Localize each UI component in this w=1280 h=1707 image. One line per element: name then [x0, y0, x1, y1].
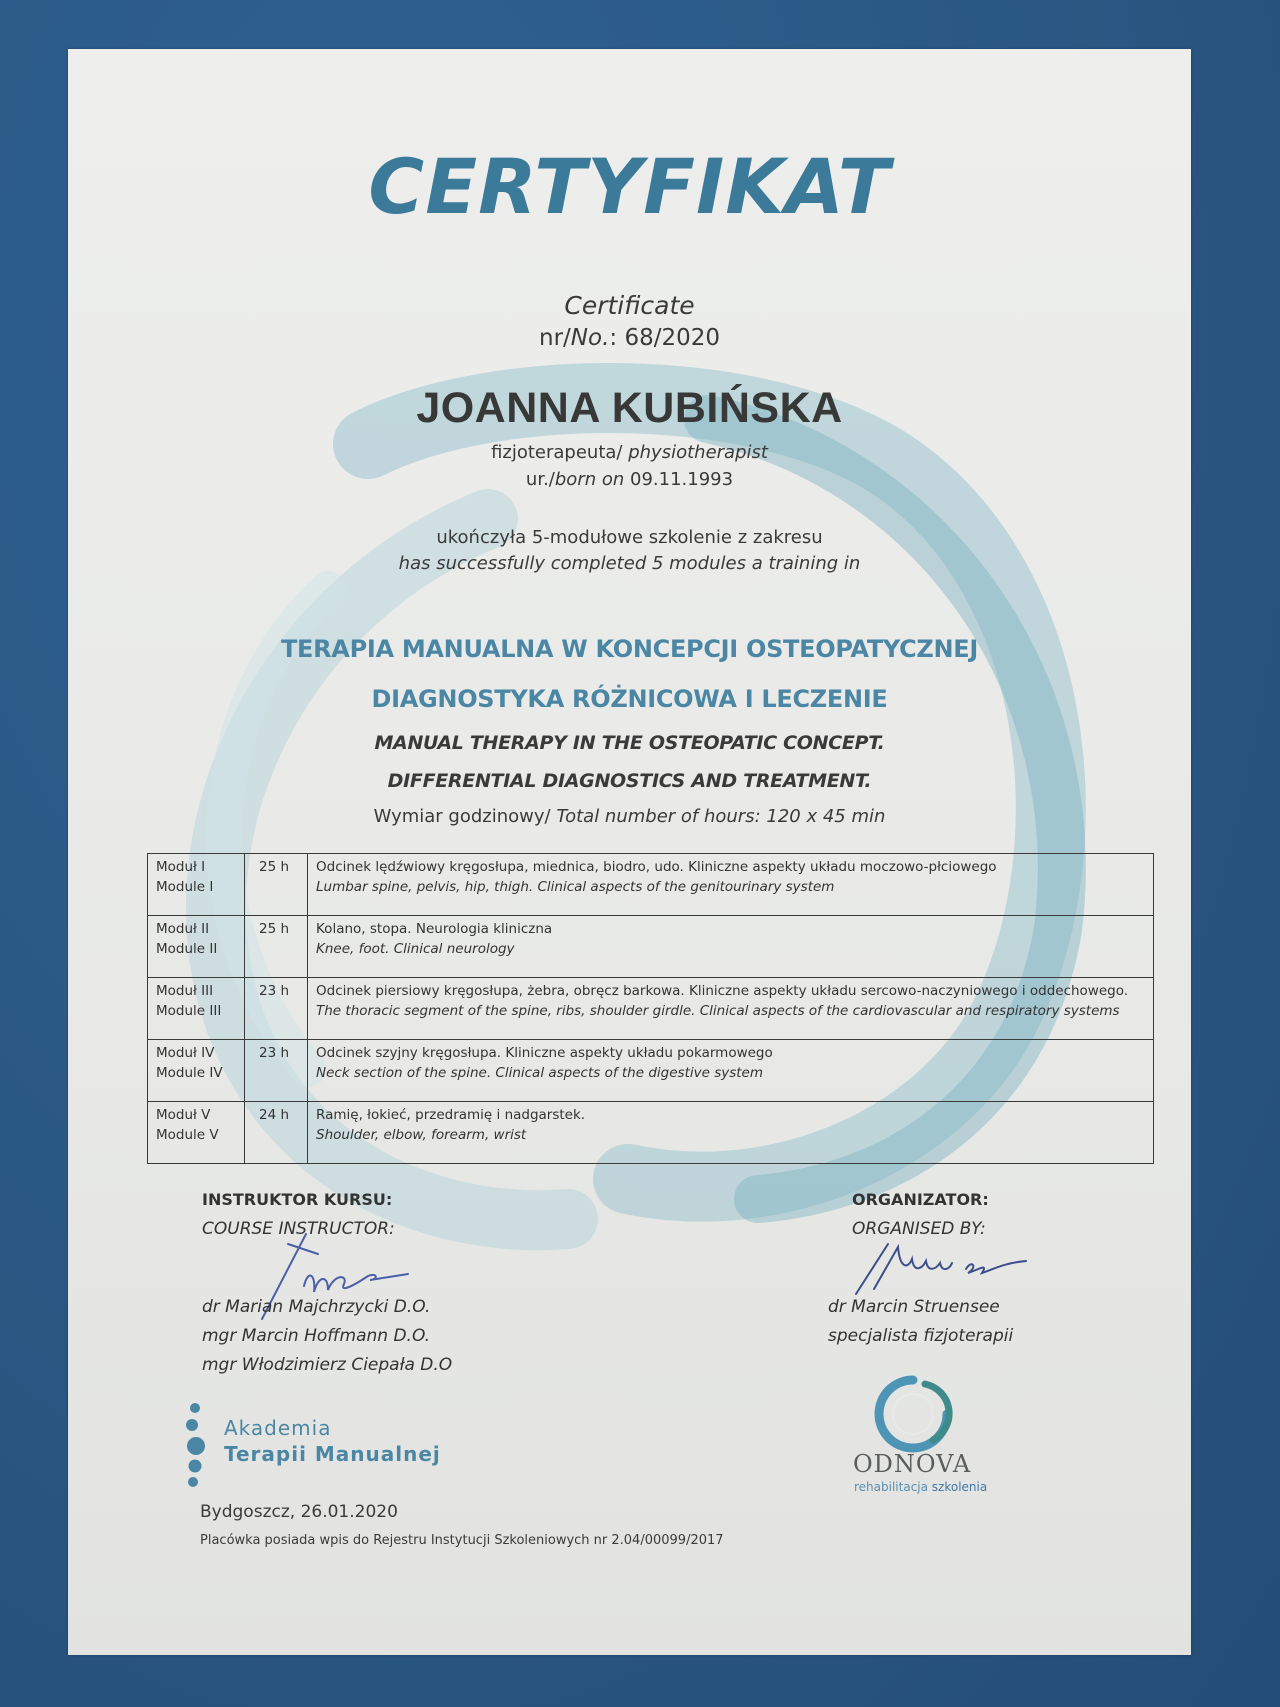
module-label — [148, 916, 245, 978]
number-label-en: No. — [570, 325, 610, 351]
born-label-en: born on — [554, 469, 630, 490]
module-row — [148, 916, 1154, 978]
course-title-pl-line1: TERAPIA MANUALNA W KONCEPCJI OSTEOPATYCZNEJ — [280, 635, 979, 663]
module-description-en: Knee, foot. Clinical neurology — [316, 941, 515, 957]
module-hours: 25 h — [245, 916, 308, 978]
module-description-pl: Odcinek szyjny kręgosłupa. Kliniczne aspekty układu pokarmowego — [316, 1045, 773, 1061]
module-label-pl: Moduł I — [156, 859, 206, 875]
instructor-name-3: mgr Włodzimierz Ciepała D.O — [202, 1355, 453, 1375]
module-description-en: Neck section of the spine. Clinical aspects of the digestive system — [316, 1065, 764, 1081]
place-and-date: Bydgoszcz, 26.01.2020 — [200, 1502, 398, 1522]
instructor-label-en: COURSE INSTRUCTOR: — [202, 1219, 395, 1239]
module-row — [148, 978, 1154, 1040]
module-description-pl: Ramię, łokieć, przedramię i nadgarstek. — [316, 1107, 586, 1123]
module-description-pl: Odcinek lędźwiowy kręgosłupa, miednica, biodro, udo. Kliniczne aspekty układu moczowo-płciowego — [316, 859, 997, 875]
module-label-en: Module I — [156, 879, 214, 895]
hours-label-en: Total number of hours: 120 x 45 min — [556, 806, 886, 827]
instructor-name-1: dr Marian Majchrzycki D.O. — [202, 1297, 431, 1317]
completion-text-en: has successfully completed 5 modules a training in — [398, 553, 861, 574]
number-value: : 68/2020 — [609, 325, 720, 351]
certificate-number — [68, 325, 1191, 351]
watermark-swirl — [68, 49, 1191, 1655]
certificate-subtitle: Certificate — [564, 291, 695, 320]
number-label-pl: nr/ — [539, 325, 571, 351]
recipient-profession — [68, 442, 1191, 463]
recipient-birthdate — [68, 469, 1191, 490]
hours-label-pl: Wymiar godzinowy/ — [373, 806, 557, 827]
modules-table — [147, 853, 1154, 1164]
profession-en: physiotherapist — [628, 442, 768, 463]
odnova-logo-tagline — [854, 1480, 987, 1494]
odnova-logo-icon — [873, 1374, 953, 1454]
odnova-logo-name: ODNOVA — [853, 1450, 972, 1478]
module-description-en: Shoulder, elbow, forearm, wrist — [316, 1127, 527, 1143]
module-label-pl: Moduł V — [156, 1107, 211, 1123]
course-title-pl-line2: DIAGNOSTYKA RÓŻNICOWA I LECZENIE — [371, 685, 888, 713]
module-label — [148, 978, 245, 1040]
module-description — [308, 916, 1154, 978]
organizer-signature — [848, 1239, 1048, 1299]
completion-text-pl: ukończyła 5-modułowe szkolenie z zakresu — [436, 527, 823, 548]
odnova-tagline-part2: szkolenia — [931, 1480, 988, 1494]
module-description — [308, 1102, 1154, 1164]
module-hours: 23 h — [245, 978, 308, 1040]
organizer-label-pl: ORGANIZATOR: — [852, 1190, 989, 1209]
organizer-title: specjalista fizjoterapii — [828, 1326, 1014, 1346]
module-label — [148, 1102, 245, 1164]
module-label-pl: Moduł II — [156, 921, 210, 937]
module-description-en: The thoracic segment of the spine, ribs, shoulder girdle. Clinical aspects of the cardiovascular and respiratory systems — [316, 1003, 1120, 1019]
module-label-pl: Moduł III — [156, 983, 214, 999]
module-label-en: Module V — [156, 1127, 219, 1143]
module-row — [148, 854, 1154, 916]
akademia-logo-line2: Terapii Manualnej — [224, 1442, 441, 1466]
total-hours — [68, 806, 1191, 827]
akademia-logo-line1: Akademia — [224, 1416, 332, 1440]
module-description — [308, 978, 1154, 1040]
module-row — [148, 1040, 1154, 1102]
born-date: 09.11.1993 — [630, 469, 734, 490]
module-label — [148, 1040, 245, 1102]
module-hours: 24 h — [245, 1102, 308, 1164]
module-description-pl: Kolano, stopa. Neurologia kliniczna — [316, 921, 553, 937]
odnova-tagline-part1: rehabilitacja — [854, 1480, 932, 1494]
course-title-en-line1: MANUAL THERAPY IN THE OSTEOPATIC CONCEPT. — [374, 732, 885, 754]
module-hours: 23 h — [245, 1040, 308, 1102]
module-description-pl: Odcinek piersiowy kręgosłupa, żebra, obręcz barkowa. Kliniczne aspekty układu sercowo-naczyniowego i oddechowego. — [316, 983, 1129, 999]
module-description-en: Lumbar spine, pelvis, hip, thigh. Clinical aspects of the genitourinary system — [316, 879, 835, 895]
registry-note: Placówka posiada wpis do Rejestru Instytucji Szkoleniowych nr 2.04/00099/2017 — [200, 1533, 724, 1548]
instructor-name-2: mgr Marcin Hoffmann D.O. — [202, 1326, 431, 1346]
module-hours: 25 h — [245, 854, 308, 916]
recipient-name: JOANNA KUBIŃSKA — [416, 384, 843, 432]
organizer-name: dr Marcin Struensee — [828, 1297, 1000, 1317]
akademia-logo-icon — [182, 1401, 212, 1491]
course-title-en-line2: DIFFERENTIAL DIAGNOSTICS AND TREATMENT. — [387, 770, 872, 792]
certificate-title: CERTYFIKAT — [368, 142, 891, 231]
module-label-pl: Moduł IV — [156, 1045, 215, 1061]
certificate-paper — [68, 49, 1191, 1655]
module-label — [148, 854, 245, 916]
instructor-label-pl: INSTRUKTOR KURSU: — [202, 1190, 393, 1209]
module-description — [308, 1040, 1154, 1102]
module-row — [148, 1102, 1154, 1164]
module-label-en: Module II — [156, 941, 218, 957]
born-label-pl: ur./ — [525, 469, 555, 490]
module-label-en: Module IV — [156, 1065, 223, 1081]
module-description — [308, 854, 1154, 916]
module-label-en: Module III — [156, 1003, 222, 1019]
organizer-label-en: ORGANISED BY: — [852, 1219, 986, 1239]
profession-pl: fizjoterapeuta/ — [491, 442, 629, 463]
